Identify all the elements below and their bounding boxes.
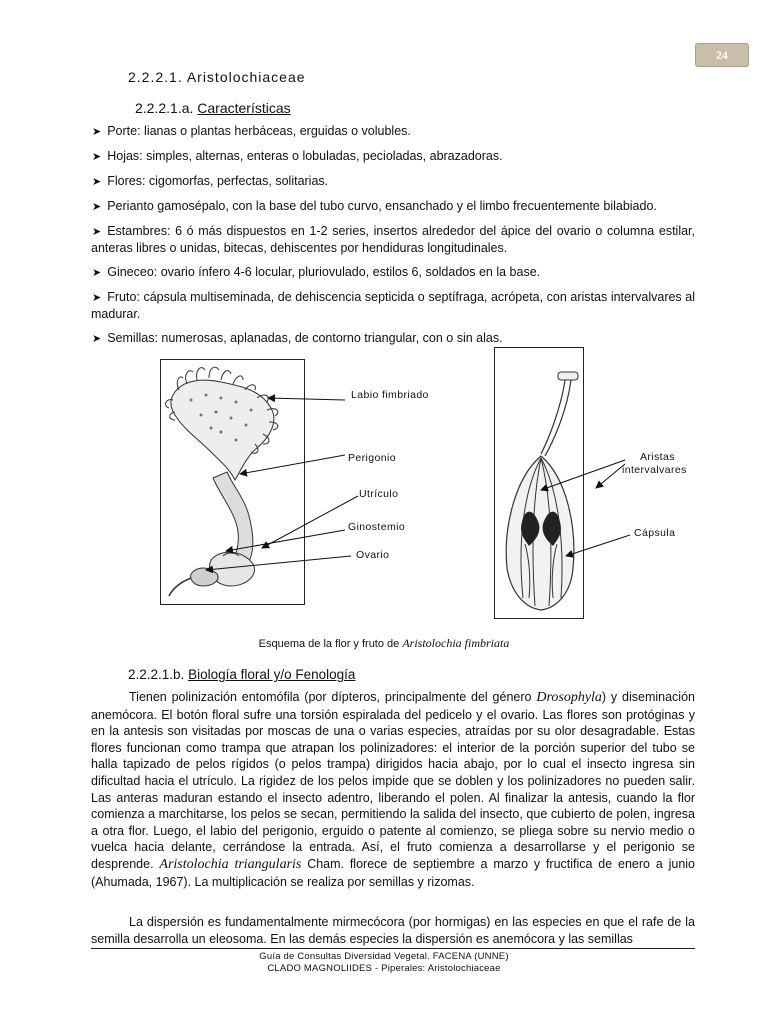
figure-caption bbox=[0, 636, 768, 651]
paragraph-dispersal: La dispersión es fundamentalmente mirmecócora (por hormigas) en las especies en que el rafe de la semilla desarrolla un eleosoma. En las demás especies la dispersión es anemócora y las semillas bbox=[91, 915, 695, 946]
arrow-ginostemio bbox=[226, 530, 345, 551]
list-item-text: Hojas: simples, alternas, enteras o lobuladas, pecioladas, abrazadoras. bbox=[107, 149, 503, 163]
label-utriculo: Utrículo bbox=[359, 488, 399, 500]
arrow-ovario bbox=[206, 556, 351, 570]
arrow-aristas-2 bbox=[596, 464, 625, 488]
right-arrow-bullet-icon: ➤ bbox=[92, 292, 102, 304]
right-arrow-bullet-icon: ➤ bbox=[92, 126, 102, 138]
paragraph-text: ) y diseminación anemócora. El botón floral sufre una torsión espiralada del pedicelo y el ovario. Las flores son protóginas y en la antesis son visitadas por moscas de una o varias especies, atraídas por su olor desagradable. Estas flores funcionan como trampa que atrapan los polinizadores: el interior de la porción superior del tubo se halla tapizado de pelos rígidos (o pelos trampa) dirigidos hacia abajo, por lo cual el insecto ingresa sin dificultad hacia el utrículo. La rigidez de los pelos impide que se doblen y los polinizadores no pueden salir. Las anteras maduran estando el insecto adentro, liberando el polen. Al finalizar la antesis, cuando la flor comienza a marchitarse, los pelos se secan, permitiendo la salida del insecto, que cubierto de polen, ingresa a otra flor. Luego, el labio del perigonio, erguido o patente al comienzo, se pliega sobre su nervio medio o vuelca hacia delante, cerrándose la entrada. Así, el fruto comienza a desarrollarse y el perigonio se desprende. bbox=[91, 690, 695, 871]
right-arrow-bullet-icon: ➤ bbox=[92, 267, 102, 279]
subsection-b-number: 2.2.2.1.b. bbox=[128, 667, 185, 682]
list-item-text: Porte: lianas o plantas herbáceas, erguidas o volubles. bbox=[107, 124, 411, 138]
right-arrow-bullet-icon: ➤ bbox=[92, 226, 102, 238]
label-capsula: Cápsula bbox=[634, 527, 676, 539]
paragraph-text: Cham. florece de septiembre a marzo y fructifica de enero a junio (Ahumada, 1967). La multiplicación se realiza por semillas y rizomas. bbox=[91, 856, 696, 889]
right-arrow-bullet-icon: ➤ bbox=[92, 333, 102, 345]
caption-prefix: Esquema de la flor y fruto de bbox=[258, 638, 400, 650]
right-arrow-bullet-icon: ➤ bbox=[92, 151, 102, 163]
label-labio-fimbriado: Labio fimbriado bbox=[351, 389, 429, 401]
right-arrow-bullet-icon: ➤ bbox=[92, 201, 102, 213]
paragraph-pollination bbox=[91, 689, 695, 890]
genus-name: Drosophyla bbox=[536, 690, 602, 705]
species-name: Aristolochia triangularis bbox=[159, 856, 302, 872]
arrow-perigonio bbox=[240, 455, 345, 474]
subsection-a-title: Características bbox=[197, 100, 291, 116]
paragraph-text: Tienen polinización entomófila (por dípteros, principalmente del género bbox=[129, 690, 532, 704]
label-perigonio: Perigonio bbox=[348, 452, 396, 464]
list-item-text: Flores: cigomorfas, perfectas, solitarias. bbox=[107, 174, 329, 188]
footer-divider bbox=[91, 948, 695, 949]
label-intervalvares: intervalvares bbox=[622, 464, 687, 476]
label-ovario: Ovario bbox=[356, 549, 390, 561]
list-item-text: Estambres: 6 ó más dispuestos en 1-2 series, insertos alrededor del ápice del ovario o columna estilar, anteras libres o unidas, bitecas, dehiscentes por hendiduras longitudinales. bbox=[91, 224, 695, 255]
section-title: 2.2.2.1. Aristolochiaceae bbox=[128, 69, 306, 85]
list-item-text: Perianto gamosépalo, con la base del tubo curvo, ensanchado y el limbo frecuentemente bilabiado. bbox=[107, 199, 657, 213]
footer-line-1: Guía de Consultas Diversidad Vegetal. FACENA (UNNE) bbox=[259, 951, 509, 962]
caption-species: Aristolochia fimbriata bbox=[402, 636, 510, 650]
right-arrow-bullet-icon: ➤ bbox=[92, 176, 102, 188]
subsection-a-number: 2.2.2.1.a. bbox=[135, 100, 194, 116]
subsection-b-heading bbox=[128, 667, 355, 682]
page-number-badge: 24 bbox=[695, 43, 749, 67]
list-item-text: Gineceo: ovario ínfero 4-6 locular, pluriovulado, estilos 6, soldados en la base. bbox=[107, 265, 541, 279]
arrow-capsula bbox=[566, 535, 630, 556]
arrow-utriculo bbox=[262, 496, 358, 548]
label-aristas: Aristas bbox=[640, 451, 675, 463]
list-item-text: Fruto: cápsula multiseminada, de dehiscencia septicida o septífraga, acrópeta, con aristas intervalvares al madurar. bbox=[91, 290, 695, 321]
label-ginostemio: Ginostemio bbox=[348, 521, 406, 533]
arrow-labio-fimbriado bbox=[268, 398, 345, 400]
subsection-b-title: Biología floral y/o Fenología bbox=[188, 667, 356, 682]
list-item-text: Semillas: numerosas, aplanadas, de contorno triangular, con o sin alas. bbox=[107, 331, 503, 345]
footer-line-2: CLADO MAGNOLIIDES - Piperales: Aristolochiaceae bbox=[267, 963, 501, 974]
